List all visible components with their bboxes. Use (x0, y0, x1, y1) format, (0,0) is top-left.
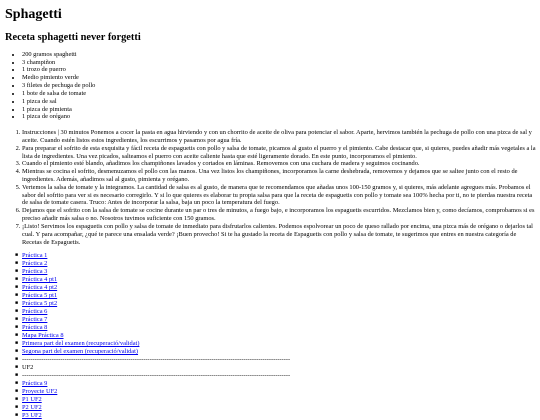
ingredient-item: • 1 pizca de sal (22, 98, 536, 106)
bullet-icon: ■ (15, 397, 19, 403)
ingredient-item: • 3 filetes de pechuga de pollo (22, 82, 536, 90)
step-item: 7. ¡Listo! Servimos los espaguetis con pollo y salsa de tomate de inmediato para disfrutarlos calientes. Podemos espolvorear un poco de queso rallado por encima, una pizca más de orégano o dejarlos tal cual. Y para acompañar, ¿qué te parece una ensalada verde? ¡Buen provecho! Si te ha gustado la receta de Espaguetis con pollo y salsa de tomate, te sugerimos que entres en nuestra categoría de Recetas de Espaguetis. (22, 223, 536, 246)
bullet-icon: ■ (15, 325, 19, 331)
step-item: 1. Instrucciones | 30 minutos Ponemos a cocer la pasta en agua hirviendo y con un chorrito de aceite de oliva para potenciar el sabor. Aparte, hervimos también la pechuga de pollo con una pizca de sal y aceite. Cuando estén listos estos ingredientes, los escurrimos y pasamos por agua fría. (22, 129, 536, 145)
nav-item (15, 364, 536, 372)
ingredient-item: • 3 champiñon (22, 59, 536, 67)
nav-item (15, 252, 536, 260)
bullet-icon: ■ (15, 261, 19, 267)
nav-link[interactable]: Práctica 9 (22, 380, 48, 388)
step-item: 3. Cuando el pimiento esté blando, añadimos los champiñones lavados y cortados en láminas. Removemos con una cuchara de madera y seguimos cocinando. (22, 160, 536, 168)
nav-item (15, 340, 536, 348)
nav-separator: ------------------------------------------------------------------------------------------------------------------------------ (22, 372, 291, 380)
nav-item (15, 284, 536, 292)
step-item: 6. Dejamos que el sofrito con la salsa de tomate se cocine durante un par o tres de minutos, a fuego bajo, e incorporamos los espaguetis escurridos. Mezclamos bien y, como decíamos, comprobamos si es preciso añadir más salsa o no. Nosotros tuvimos suficiente con 150 gramos. (22, 207, 536, 223)
nav-link[interactable]: P2 UF2 (22, 404, 42, 412)
nav-link[interactable]: Práctica 3 (22, 268, 48, 276)
step-item: 5. Vertemos la salsa de tomate y la integramos. La cantidad de salsa es al gusto, de manera que te recomendamos que añadas unos 100-150 gramos y, si quieres, más adelante agregues más. Probamos el sabor del sofrito para ver si es necesario corregirlo. Y si lo que quieres es elaborar tu propia salsa para que la receta de espaguetis con pollo y tomate sea 100% hecha por ti, no te pierdas nuestra receta de salsa de tomate casera. Truco: Antes de incorporar la salsa, baja un poco la temperatura del fuego. (22, 184, 536, 207)
nav-item (15, 348, 536, 356)
nav-item (15, 332, 536, 340)
steps-list (5, 129, 536, 246)
nav-link[interactable]: Práctica 4 pt2 (22, 284, 58, 292)
nav-item (15, 396, 536, 404)
bullet-icon: ■ (15, 333, 19, 339)
bullet-icon: ■ (15, 277, 19, 283)
bullet-icon: ■ (15, 373, 19, 379)
bullet-icon: ■ (15, 285, 19, 291)
bullet-icon: ■ (15, 293, 19, 299)
nav-link[interactable]: Primera part del examen (recuperació/validat) (22, 340, 140, 348)
recipe-subtitle: Receta sphagetti never forgetti (5, 32, 141, 44)
bullet-icon: ■ (15, 269, 19, 275)
nav-link[interactable]: Práctica 8 (22, 324, 48, 332)
ingredient-item: • 1 trozo de puerro (22, 66, 536, 74)
nav-item (15, 276, 536, 284)
page-title: Sphagetti (5, 7, 62, 22)
bullet-icon: ■ (15, 301, 19, 307)
nav-link[interactable]: P3 UF2 (22, 412, 42, 420)
bullet-icon: ■ (15, 389, 19, 395)
ingredient-item: • Medio pimiento verde (22, 74, 536, 82)
ingredient-item: • 1 bote de salsa de tomate (22, 90, 536, 98)
step-item: 2. Para preparar el sofrito de esta exquisita y fácil receta de espaguetis con pollo y salsa de tomate, picamos al gusto el puerro y el pimiento. Cabe destacar que, si quieres, puedes añadir más vegetales a la lista de ingredientes. Una vez picados, salteamos el puerro con aceite caliente hasta que esté ligeramente dorado. En este punto, incorporamos el pimiento. (22, 145, 536, 161)
bullet-icon: ■ (15, 357, 19, 363)
bullet-icon: ■ (15, 309, 19, 315)
bullet-icon: ■ (15, 405, 19, 411)
bullet-icon: ■ (15, 341, 19, 347)
nav-link[interactable]: Proyecte UF2 (22, 388, 58, 396)
bullet-icon: ■ (15, 381, 19, 387)
nav-item (15, 380, 536, 388)
nav-item (15, 260, 536, 268)
nav-item (15, 300, 536, 308)
nav-link[interactable]: Práctica 5 pt1 (22, 292, 58, 300)
nav-item (15, 356, 536, 364)
nav-item (15, 372, 536, 380)
nav-item (15, 404, 536, 412)
nav-separator: ------------------------------------------------------------------------------------------------------------------------------ (22, 356, 291, 364)
nav-item (15, 268, 536, 276)
bullet-icon: ■ (15, 253, 19, 259)
bullet-icon: ■ (15, 349, 19, 355)
nav-link[interactable]: Práctica 6 (22, 308, 48, 316)
nav-link[interactable]: Práctica 1 (22, 252, 48, 260)
nav-link[interactable]: Práctica 5 pt2 (22, 300, 58, 308)
nav-item (15, 316, 536, 324)
nav-link[interactable]: Práctica 7 (22, 316, 48, 324)
nav-item (15, 308, 536, 316)
nav-list (5, 252, 536, 420)
ingredients-list (5, 51, 536, 121)
nav-link[interactable]: Segona part del examen (recuperació/validat) (22, 348, 139, 356)
ingredient-item: • 1 pizca de orégano (22, 113, 536, 121)
nav-link[interactable]: Mapa Práctica 8 (22, 332, 64, 340)
step-item: 4. Mientras se cocina el sofrito, desmenuzamos el pollo con las manos. Una vez listos los champiñones, incorporamos la carne deshebrada, removemos y dejamos que se saltee junto con el resto de ingredientes. Además, añadimos sal al gusto, pimienta y orégano. (22, 168, 536, 184)
nav-item (15, 292, 536, 300)
ingredient-item: • 1 pizca de pimienta (22, 106, 536, 114)
section-label: UF2 (22, 364, 34, 372)
bullet-icon: ■ (15, 317, 19, 323)
nav-link[interactable]: P1 UF2 (22, 396, 42, 404)
nav-item (15, 412, 536, 420)
nav-item (15, 388, 536, 396)
nav-item (15, 324, 536, 332)
nav-link[interactable]: Práctica 4 pt1 (22, 276, 58, 284)
ingredient-item: • 200 gramos spaghetti (22, 51, 536, 59)
bullet-icon: ■ (15, 413, 19, 419)
bullet-icon: ■ (15, 365, 19, 371)
nav-link[interactable]: Práctica 2 (22, 260, 48, 268)
